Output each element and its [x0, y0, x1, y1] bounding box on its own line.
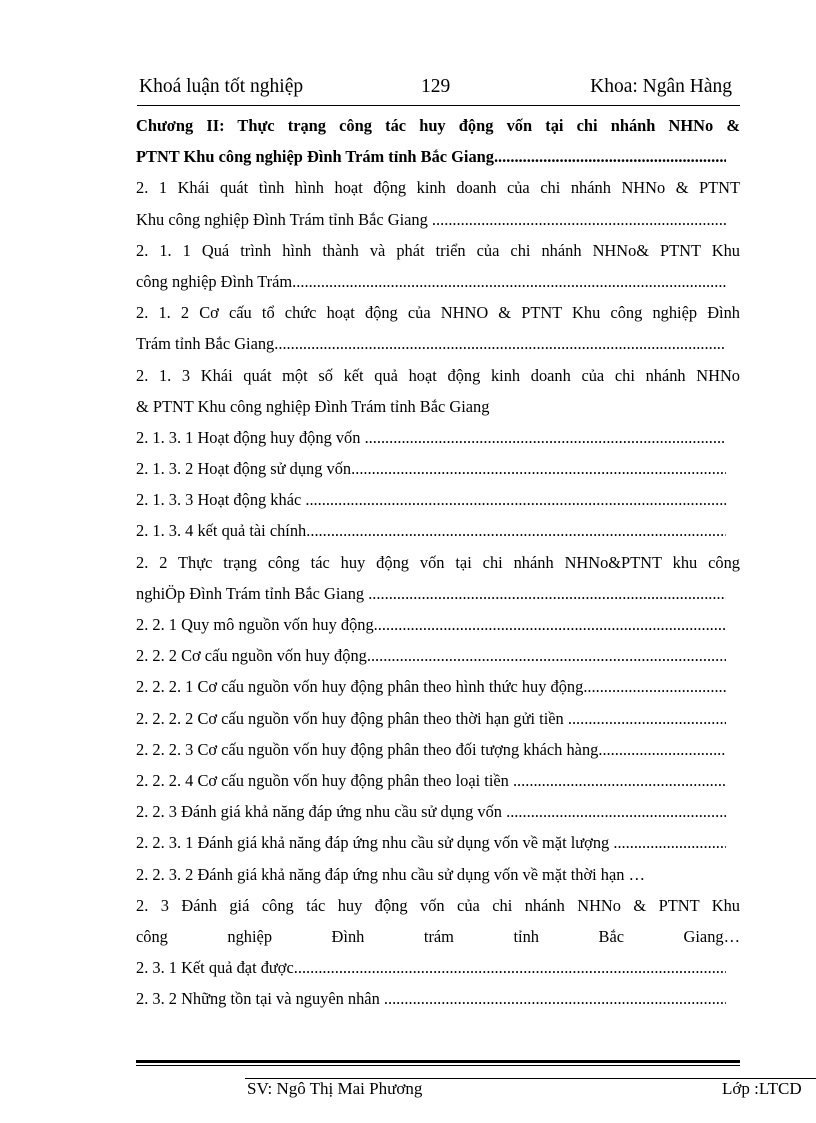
toc-entry: 2. 1. 3 Khái quát một số kết quả hoạt động kinh doanh của chi nhánh NHNo: [136, 365, 740, 385]
toc-entry: 2. 1. 3. 3 Hoạt động khác .....: [136, 484, 726, 515]
toc-entry: 2. 1. 1 Quá trình hình thành và phát triển của chi nhánh NHNo& PTNT Khu: [136, 240, 740, 260]
toc-entry: công nghiệp Đình Trám .....: [136, 266, 726, 297]
header-divider: [137, 105, 740, 106]
table-of-contents: [136, 110, 740, 1014]
toc-entry: 2. 2. 1 Quy mô nguồn vốn huy động .....: [136, 609, 726, 640]
footer-student-name: SV: Ngô Thị Mai Phương: [247, 1079, 423, 1098]
toc-entry: 2. 2. 2 Cơ cấu nguồn vốn huy động .....: [136, 640, 726, 671]
page-footer: [0, 1079, 816, 1109]
toc-entry: 2. 2. 2. 3 Cơ cấu nguồn vốn huy động phân theo đối tượng khách hàng .....: [136, 734, 726, 765]
toc-entry: Khu công nghiệp Đình Trám tỉnh Bắc Giang .....: [136, 204, 726, 235]
toc-entry: 2. 1. 3. 4 kết quả tài chính .....: [136, 515, 726, 546]
toc-entry: nghiÖp Đình Trám tỉnh Bắc Giang .....: [136, 578, 726, 609]
toc-entry: 2. 1. 3. 2 Hoạt động sử dụng vốn .....: [136, 453, 726, 484]
toc-entry: 2. 2. 3. 1 Đánh giá khả năng đáp ứng nhu cầu sử dụng vốn về mặt lượng .....: [136, 827, 726, 858]
header-thesis-label: Khoá luận tốt nghiệp: [139, 76, 304, 97]
toc-entry: & PTNT Khu công nghiệp Đình Trám tỉnh Bắc Giang: [136, 396, 490, 416]
toc-entry: 2. 1 Khái quát tình hình hoạt động kinh doanh của chi nhánh NHNo & PTNT: [136, 178, 740, 198]
toc-entry: 2. 1. 3. 1 Hoạt động huy động vốn .....: [136, 422, 726, 453]
toc-entry: 2. 2. 2. 1 Cơ cấu nguồn vốn huy động phân theo hình thức huy động .....: [136, 671, 726, 702]
toc-entry: 2. 3. 2 Những tồn tại và nguyên nhân .....: [136, 983, 726, 1014]
toc-entry: PTNT Khu công nghiệp Đình Trám tỉnh Bắc Giang .....: [136, 141, 726, 172]
toc-entry: 2. 2 Thực trạng công tác huy động vốn tại chi nhánh NHNo&PTNT khu công: [136, 552, 740, 572]
footer-divider-thick: [136, 1060, 740, 1063]
toc-entry: 2. 2. 2. 4 Cơ cấu nguồn vốn huy động phân theo loại tiền .....: [136, 765, 726, 796]
page-number: 129: [421, 76, 451, 97]
toc-entry: 2. 2. 3 Đánh giá khả năng đáp ứng nhu cầu sử dụng vốn .....: [136, 796, 726, 827]
page-header: [137, 76, 740, 104]
toc-entry: 2. 2. 3. 2 Đánh giá khả năng đáp ứng nhu cầu sử dụng vốn về mặt thời hạn …: [136, 864, 645, 884]
toc-entry: 2. 1. 2 Cơ cấu tổ chức hoạt động của NHNO & PTNT Khu công nghiệp Đình: [136, 303, 740, 323]
footer-class-label: Lớp :LTCD: [722, 1079, 802, 1098]
toc-entry: 2. 3. 1 Kết quả đạt được .....: [136, 952, 726, 983]
footer-divider-thin: [136, 1065, 740, 1066]
header-faculty-label: Khoa: Ngân Hàng: [590, 76, 732, 97]
toc-entry: công nghiệp Đình trám tỉnh Bắc Giang…: [136, 926, 740, 946]
toc-entry: Trám tỉnh Bắc Giang .....: [136, 328, 726, 359]
toc-entry: 2. 3 Đánh giá công tác huy động vốn của chi nhánh NHNo & PTNT Khu: [136, 895, 740, 915]
toc-entry: Chương II: Thực trạng công tác huy động vốn tại chi nhánh NHNo &: [136, 116, 740, 135]
toc-entry: 2. 2. 2. 2 Cơ cấu nguồn vốn huy động phân theo thời hạn gửi tiền .....: [136, 703, 726, 734]
